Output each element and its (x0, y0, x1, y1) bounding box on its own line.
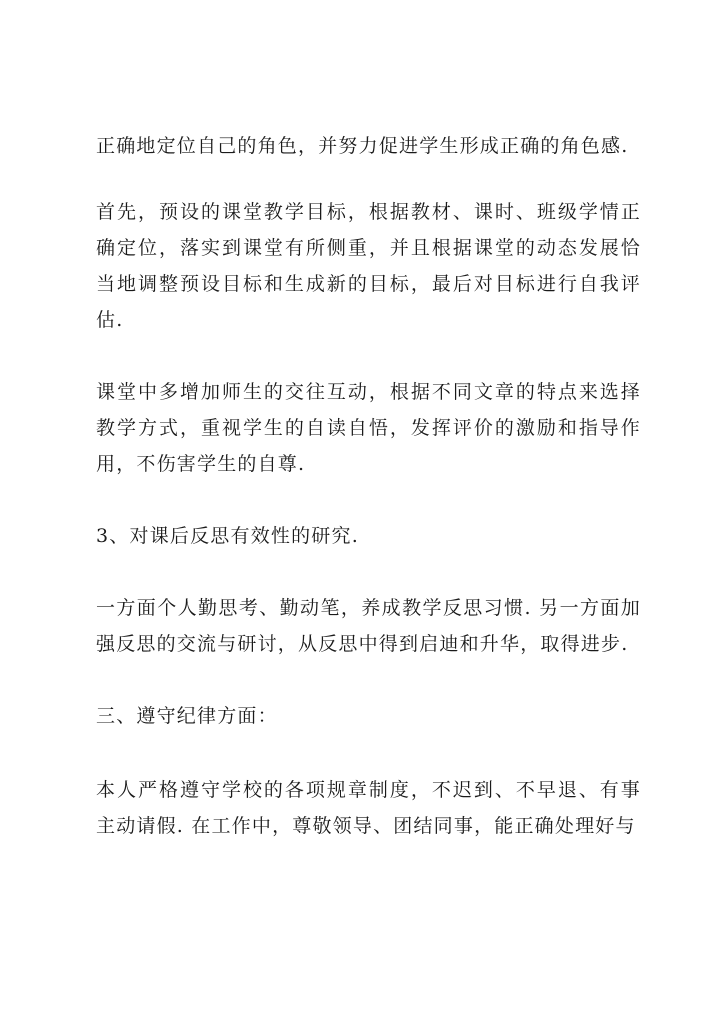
section-heading-discipline: 三、遵守纪律方面： (96, 705, 278, 727)
paragraph-role-awareness: 正确地定位自己的角色，并努力促进学生形成正确的角色感. (96, 135, 629, 157)
paragraph-reflection-habits: 一方面个人勤思考、勤动笔，养成教学反思习惯. 另一方面加强反思的交流与研讨，从反思中得到启迪和升华，取得进步. (96, 597, 641, 655)
paragraph-discipline: 本人严格遵守学校的各项规章制度，不迟到、不早退、有事主动请假. 在工作中，尊敬领导、团结同事，能正确处理好与 (96, 779, 641, 837)
paragraph-classroom-interaction: 课堂中多增加师生的交往互动，根据不同文章的特点来选择教学方式，重视学生的自读自悟，发挥评价的激励和指导作用，不伤害学生的自尊. (96, 381, 641, 475)
section-heading-reflection: 3、对课后反思有效性的研究. (96, 525, 359, 547)
paragraph-teaching-goals: 首先，预设的课堂教学目标，根据教材、课时、班级学情正确定位，落实到课堂有所侧重，并且根据课堂的动态发展恰当地调整预设目标和生成新的目标，最后对目标进行自我评估. (96, 201, 641, 331)
document-body (96, 128, 641, 844)
